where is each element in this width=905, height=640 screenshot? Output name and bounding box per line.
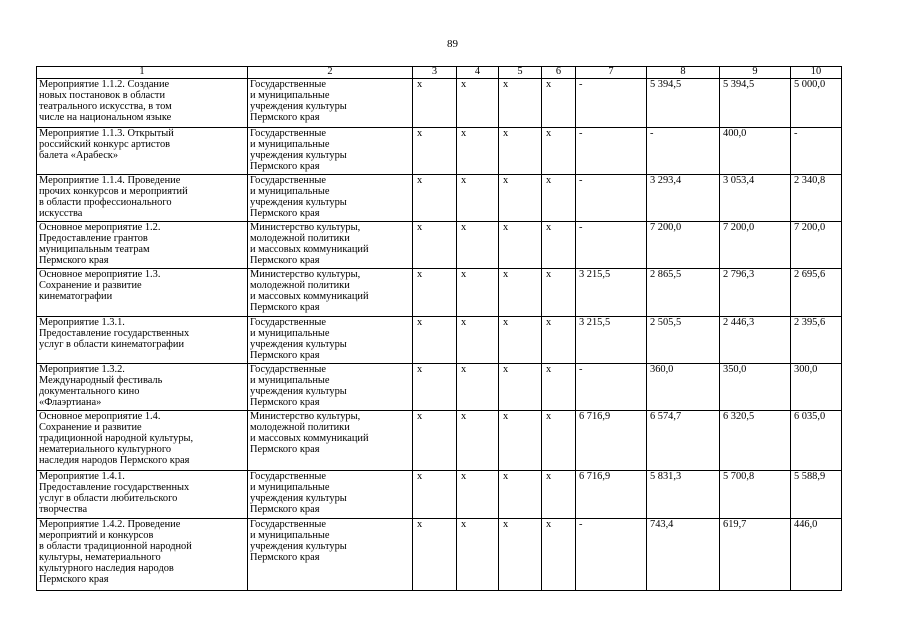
budget-table [36, 66, 842, 591]
column-header: 9 [720, 67, 791, 79]
value-cell: 2 796,3 [720, 269, 791, 317]
value-cell: x [499, 175, 542, 222]
value-cell: x [542, 519, 576, 591]
value-cell: x [413, 269, 457, 317]
value-cell: 5 000,0 [791, 79, 842, 128]
value-cell: x [499, 269, 542, 317]
value-cell: x [457, 411, 499, 471]
table-row [37, 519, 842, 591]
value-cell: - [576, 128, 647, 175]
value-cell: x [499, 317, 542, 364]
value-cell: - [576, 519, 647, 591]
value-cell: 300,0 [791, 364, 842, 411]
value-cell: 3 293,4 [647, 175, 720, 222]
value-cell: - [576, 222, 647, 269]
value-cell: x [457, 269, 499, 317]
activity-name-cell: Мероприятие 1.1.3. Открытый российский конкурс артистов балета «Арабеск» [37, 128, 248, 175]
value-cell: - [791, 128, 842, 175]
value-cell: x [457, 222, 499, 269]
executor-cell: Государственные и муниципальные учреждения культуры Пермского края [248, 175, 413, 222]
value-cell: x [413, 128, 457, 175]
column-number-row [37, 67, 842, 79]
executor-cell: Государственные и муниципальные учреждения культуры Пермского края [248, 317, 413, 364]
column-header: 8 [647, 67, 720, 79]
value-cell: 619,7 [720, 519, 791, 591]
value-cell: 2 340,8 [791, 175, 842, 222]
table-row [37, 364, 842, 411]
activity-name-cell: Мероприятие 1.3.2. Международный фестиваль документального кино «Флаэртиана» [37, 364, 248, 411]
table-row [37, 269, 842, 317]
value-cell: x [542, 317, 576, 364]
column-header: 10 [791, 67, 842, 79]
value-cell: 7 200,0 [791, 222, 842, 269]
value-cell: x [499, 471, 542, 519]
value-cell: x [542, 269, 576, 317]
executor-cell: Государственные и муниципальные учреждения культуры Пермского края [248, 471, 413, 519]
value-cell: x [499, 222, 542, 269]
value-cell: 3 053,4 [720, 175, 791, 222]
value-cell: 2 446,3 [720, 317, 791, 364]
column-header: 7 [576, 67, 647, 79]
value-cell: - [576, 175, 647, 222]
value-cell: x [542, 471, 576, 519]
activity-name-cell: Основное мероприятие 1.4. Сохранение и развитие традиционной народной культуры, нематериального культурного наследия народов Пермского края [37, 411, 248, 471]
value-cell: 7 200,0 [647, 222, 720, 269]
value-cell: x [413, 79, 457, 128]
value-cell: x [413, 222, 457, 269]
value-cell: x [542, 364, 576, 411]
value-cell: - [576, 364, 647, 411]
value-cell: x [499, 411, 542, 471]
column-header: 5 [499, 67, 542, 79]
activity-name-cell: Мероприятие 1.1.4. Проведение прочих конкурсов и мероприятий в области профессионального искусства [37, 175, 248, 222]
value-cell: x [457, 317, 499, 364]
page-number: 89 [447, 38, 458, 50]
value-cell: 3 215,5 [576, 317, 647, 364]
value-cell: x [457, 471, 499, 519]
executor-cell: Государственные и муниципальные учреждения культуры Пермского края [248, 519, 413, 591]
value-cell: 6 035,0 [791, 411, 842, 471]
value-cell: x [457, 175, 499, 222]
value-cell: x [413, 519, 457, 591]
value-cell: x [499, 79, 542, 128]
activity-name-cell: Мероприятие 1.4.1. Предоставление государственных услуг в области любительского творчества [37, 471, 248, 519]
table-row [37, 128, 842, 175]
value-cell: x [499, 364, 542, 411]
value-cell: x [457, 79, 499, 128]
value-cell: 743,4 [647, 519, 720, 591]
value-cell: 2 395,6 [791, 317, 842, 364]
value-cell: 360,0 [647, 364, 720, 411]
executor-cell: Министерство культуры, молодежной политики и массовых коммуникаций Пермского края [248, 222, 413, 269]
column-header: 3 [413, 67, 457, 79]
value-cell: 5 831,3 [647, 471, 720, 519]
value-cell: x [499, 519, 542, 591]
value-cell: x [413, 471, 457, 519]
value-cell: 7 200,0 [720, 222, 791, 269]
executor-cell: Государственные и муниципальные учреждения культуры Пермского края [248, 364, 413, 411]
column-header: 4 [457, 67, 499, 79]
value-cell: x [499, 128, 542, 175]
table-row [37, 222, 842, 269]
value-cell: x [413, 175, 457, 222]
executor-cell: Министерство культуры, молодежной политики и массовых коммуникаций Пермского края [248, 411, 413, 471]
value-cell: 3 215,5 [576, 269, 647, 317]
value-cell: 400,0 [720, 128, 791, 175]
value-cell: x [413, 317, 457, 364]
executor-cell: Государственные и муниципальные учреждения культуры Пермского края [248, 79, 413, 128]
column-header: 1 [37, 67, 248, 79]
activity-name-cell: Мероприятие 1.1.2. Создание новых постановок в области театрального искусства, в том числе на национальном языке [37, 79, 248, 128]
value-cell: x [413, 411, 457, 471]
value-cell: x [457, 128, 499, 175]
value-cell: x [542, 175, 576, 222]
value-cell: x [542, 411, 576, 471]
value-cell: 5 394,5 [647, 79, 720, 128]
value-cell: 350,0 [720, 364, 791, 411]
value-cell: 6 320,5 [720, 411, 791, 471]
value-cell: x [542, 128, 576, 175]
executor-cell: Государственные и муниципальные учреждения культуры Пермского края [248, 128, 413, 175]
value-cell: 2 865,5 [647, 269, 720, 317]
value-cell: 2 695,6 [791, 269, 842, 317]
value-cell: x [457, 519, 499, 591]
table-row [37, 79, 842, 128]
value-cell: - [576, 79, 647, 128]
table-row [37, 411, 842, 471]
table-row [37, 175, 842, 222]
activity-name-cell: Основное мероприятие 1.2. Предоставление грантов муниципальным театрам Пермского края [37, 222, 248, 269]
value-cell: x [413, 364, 457, 411]
value-cell: - [647, 128, 720, 175]
value-cell: x [542, 79, 576, 128]
column-header: 6 [542, 67, 576, 79]
activity-name-cell: Основное мероприятие 1.3. Сохранение и развитие кинематографии [37, 269, 248, 317]
value-cell: 6 574,7 [647, 411, 720, 471]
value-cell: x [457, 364, 499, 411]
value-cell: 5 700,8 [720, 471, 791, 519]
column-header: 2 [248, 67, 413, 79]
value-cell: 5 588,9 [791, 471, 842, 519]
value-cell: 6 716,9 [576, 411, 647, 471]
activity-name-cell: Мероприятие 1.3.1. Предоставление государственных услуг в области кинематографии [37, 317, 248, 364]
value-cell: 2 505,5 [647, 317, 720, 364]
table-row [37, 471, 842, 519]
table-row [37, 317, 842, 364]
value-cell: 446,0 [791, 519, 842, 591]
value-cell: 5 394,5 [720, 79, 791, 128]
value-cell: 6 716,9 [576, 471, 647, 519]
value-cell: x [542, 222, 576, 269]
executor-cell: Министерство культуры, молодежной политики и массовых коммуникаций Пермского края [248, 269, 413, 317]
activity-name-cell: Мероприятие 1.4.2. Проведение мероприятий и конкурсов в области традиционной народной культуры, нематериального культурного наследия народов Пермского края [37, 519, 248, 591]
